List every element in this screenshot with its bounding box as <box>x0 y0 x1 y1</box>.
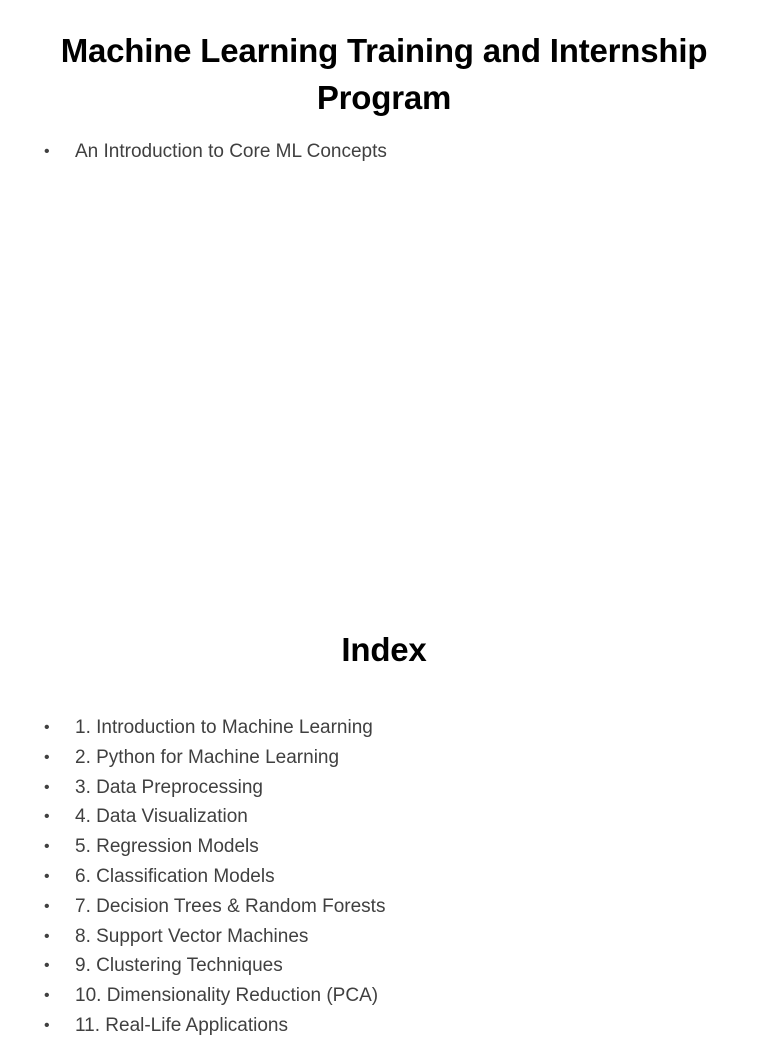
list-item-text: 4. Data Visualization <box>75 806 248 828</box>
bullet-icon: • <box>44 778 50 796</box>
list-item-text: 8. Support Vector Machines <box>75 925 309 947</box>
list-item <box>0 137 768 167</box>
list-item-text: 11. Real-Life Applications <box>75 1014 288 1036</box>
list-item <box>0 951 768 981</box>
bullet-icon: • <box>44 897 50 915</box>
bullet-icon: • <box>44 143 50 160</box>
bullet-icon: • <box>44 927 50 945</box>
bullet-icon: • <box>44 1016 50 1034</box>
list-item <box>0 922 768 952</box>
list-item <box>0 743 768 773</box>
bullet-icon: • <box>44 719 50 736</box>
list-item-text: 2. Python for Machine Learning <box>75 746 340 768</box>
list-item-text: 9. Clustering Techniques <box>75 955 283 977</box>
list-item <box>0 1011 768 1041</box>
list-item <box>0 892 768 922</box>
list-item <box>0 713 768 743</box>
bullet-icon: • <box>44 748 50 766</box>
list-item <box>0 773 768 803</box>
index-slide <box>0 600 768 1036</box>
bullet-icon: • <box>44 867 50 885</box>
list-item <box>0 802 768 832</box>
list-item-text: 5. Regression Models <box>75 836 259 858</box>
bullet-list <box>0 137 768 167</box>
list-item <box>0 832 768 862</box>
bullet-icon: • <box>44 838 50 856</box>
slide-title: Index <box>341 631 427 668</box>
list-item <box>0 981 768 1011</box>
slide-title: Machine Learning Training and Internship Program <box>60 32 708 116</box>
bullet-icon: • <box>44 987 50 1005</box>
bullet-icon: • <box>44 957 50 975</box>
list-item-text: An Introduction to Core ML Concepts <box>75 141 387 162</box>
list-item-text: 10. Dimensionality Reduction (PCA) <box>75 985 379 1007</box>
list-item-text: 6. Classification Models <box>75 865 275 887</box>
list-item-text: 7. Decision Trees & Random Forests <box>75 895 386 917</box>
list-item-text: 3. Data Preprocessing <box>75 776 263 798</box>
list-item <box>0 862 768 892</box>
index-list <box>0 713 768 1041</box>
bullet-icon: • <box>44 808 50 826</box>
list-item-text: 1. Introduction to Machine Learning <box>75 717 373 738</box>
